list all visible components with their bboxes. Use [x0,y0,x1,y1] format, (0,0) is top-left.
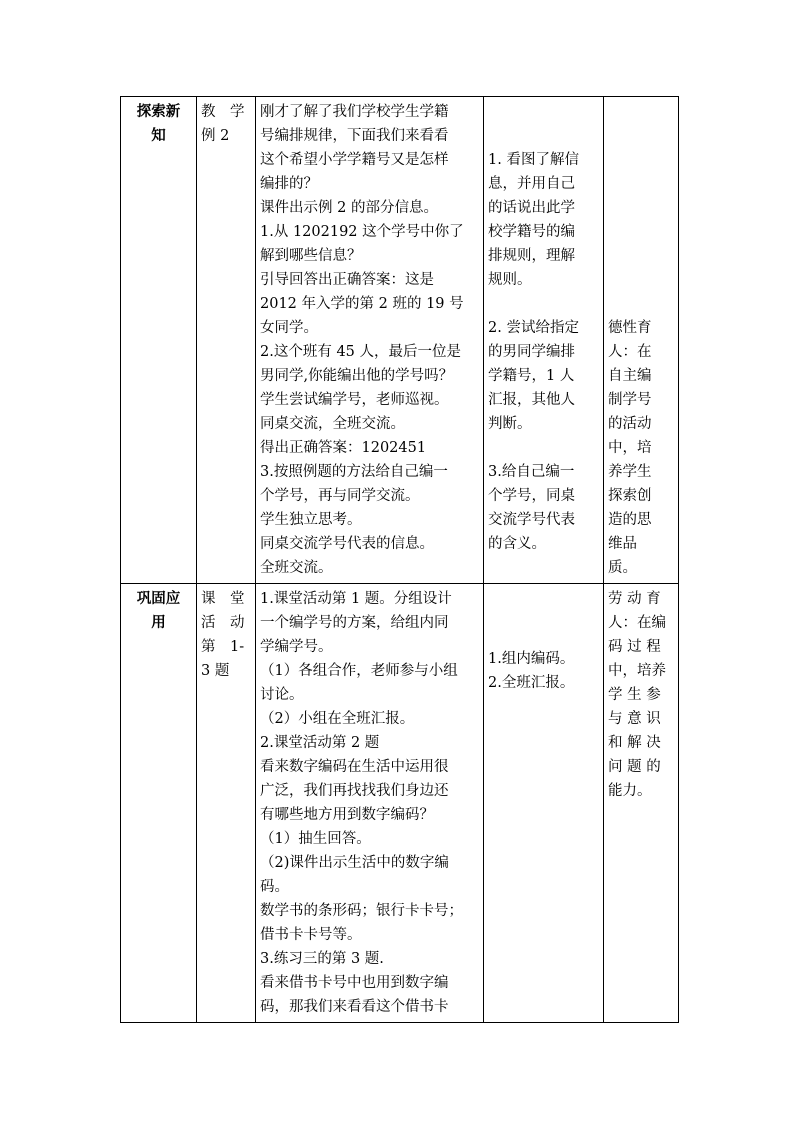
teacher-line: 女同学。 [260,320,318,336]
table-row-consolidate [121,584,679,1023]
teacher-line: 3.练习三的第 3 题. [260,951,384,967]
student-line: 1. 看图了解信 [488,152,579,168]
content-line: 课 堂 [201,591,245,607]
teacher-line: （2）小组在全班汇报。 [260,711,415,727]
content-line: 教 学 [201,104,245,120]
teacher-line: 刚才了解了我们学校学生学籍 [260,104,449,120]
stage-label-line: 巩固应 [136,590,181,607]
stage-label-line: 探索新 [136,103,181,120]
stage-cell-explore [121,97,197,584]
content-line: 例 2 [201,128,230,144]
design-intent-cell-consolidate [604,584,679,1023]
teacher-line: 2.课堂活动第 2 题 [260,735,380,751]
intent-line: 的活动 [608,416,652,432]
student-activity-cell-consolidate [484,584,604,1023]
teacher-line: 2.这个班有 45 人，最后一位是 [260,344,462,360]
intent-line: 自主编 [608,368,652,384]
teacher-line: 1.从 1202192 这个学号中你了 [260,224,464,240]
stage-cell-consolidate [121,584,197,1023]
teacher-line: 码。 [260,879,289,895]
intent-line: 中，培 [608,440,652,456]
intent-line: 中，培养 [608,663,666,679]
teacher-line: 1.课堂活动第 1 题。分组设计 [260,591,452,607]
teacher-line: 借书卡卡号等。 [260,927,362,943]
stage-label-line: 用 [151,614,166,631]
teacher-line: 看来借书卡号中也用到数字编 [260,975,449,991]
intent-line: 码 过 程 [608,639,661,655]
teacher-line: 数学书的条形码；银行卡卡号； [260,903,463,919]
teacher-line: 编排的？ [260,176,318,192]
spacer [488,611,599,635]
spacer [488,436,599,460]
table-row-explore [121,97,679,584]
intent-line: 人：在 [608,344,652,360]
teacher-activity-cell-consolidate [256,584,484,1023]
teacher-line: 学生独立思考。 [260,512,362,528]
teacher-line: 看来数字编码在生活中运用很 [260,759,449,775]
intent-line: 德性育 [608,320,652,336]
student-line: 2.全班汇报。 [488,675,575,691]
student-line: 的男同学编排 [488,344,575,360]
teacher-line: （1）各组合作，老师参与小组 [260,663,458,679]
teacher-line: 3.按照例题的方法给自己编一 [260,464,448,480]
student-line: 排规则，理解 [488,248,575,264]
student-line: 学籍号，1 人 [488,368,575,384]
design-intent-cell-explore [604,97,679,584]
lesson-plan-table [120,96,679,1023]
spacer [488,124,599,148]
spacer [488,635,599,647]
teacher-line: 码，那我们来看看这个借书卡 [260,999,449,1015]
teacher-line: 课件出示例 2 的部分信息。 [260,200,438,216]
teacher-line: 得出正确答案：1202451 [260,440,427,456]
teacher-line: （1）抽生回答。 [260,831,371,847]
content-line: 3 题 [201,663,230,679]
intent-line: 能力。 [608,783,652,799]
intent-line: 造的思 [608,512,652,528]
student-line: 的话说出此学 [488,200,575,216]
student-line: 的含义。 [488,536,546,552]
spacer [488,100,599,124]
teacher-line: 解到哪些信息？ [260,248,362,264]
student-line: 判断。 [488,416,532,432]
content-cell-explore [197,97,256,584]
content-line: 第 1- [201,639,245,655]
student-line: 息，并用自己 [488,176,575,192]
spacer [488,587,599,611]
teacher-line: 个学号，再与同学交流。 [260,488,420,504]
student-line: 1.组内编码。 [488,651,575,667]
student-line: 交流学号代表 [488,512,575,528]
teacher-line: 学生尝试编学号，老师巡视。 [260,392,449,408]
student-line: 3.给自己编一 [488,464,575,480]
student-line: 汇报，其他人 [488,392,575,408]
student-line: 个学号，同桌 [488,488,575,504]
student-activity-cell-explore [484,97,604,584]
intent-line: 养学生 [608,464,652,480]
teacher-line: 有哪些地方用到数字编码？ [260,807,434,823]
stage-label-line: 知 [151,127,166,144]
teacher-line: 全班交流。 [260,560,333,576]
intent-line: 与 意 识 [608,711,661,727]
student-line: 2. 尝试给指定 [488,320,579,336]
spacer [488,292,599,316]
teacher-line: 引导回答出正确答案：这是 [260,272,434,288]
teacher-line: 同桌交流学号代表的信息。 [260,536,434,552]
teacher-line: 这个希望小学学籍号又是怎样 [260,152,449,168]
intent-line: 问 题 的 [608,759,661,775]
student-line: 校学籍号的编 [488,224,575,240]
content-line: 活 动 [201,615,245,631]
student-line: 规则。 [488,272,532,288]
intent-line: 探索创 [608,488,652,504]
teacher-line: 男同学,你能编出他的学号吗？ [260,368,454,384]
content-cell-consolidate [197,584,256,1023]
teacher-line: （2)课件出示生活中的数字编 [260,855,449,871]
intent-line: 人：在编 [608,615,666,631]
teacher-line: 2012 年入学的第 2 班的 19 号 [260,296,464,312]
teacher-line: 广泛，我们再找找我们身边还 [260,783,449,799]
teacher-line: 讨论。 [260,687,304,703]
teacher-line: 一个编学号的方案，给组内同 [260,615,449,631]
intent-line: 劳 动 育 [608,591,661,607]
intent-line: 质。 [608,560,637,576]
intent-line: 制学号 [608,392,652,408]
intent-line: 和 解 决 [608,735,661,751]
teacher-line: 号编排规律，下面我们来看看 [260,128,449,144]
teacher-line: 学编学号。 [260,639,333,655]
teacher-activity-cell-explore [256,97,484,584]
teacher-line: 同桌交流，全班交流。 [260,416,405,432]
intent-line: 维品 [608,536,637,552]
intent-line: 学 生 参 [608,687,661,703]
